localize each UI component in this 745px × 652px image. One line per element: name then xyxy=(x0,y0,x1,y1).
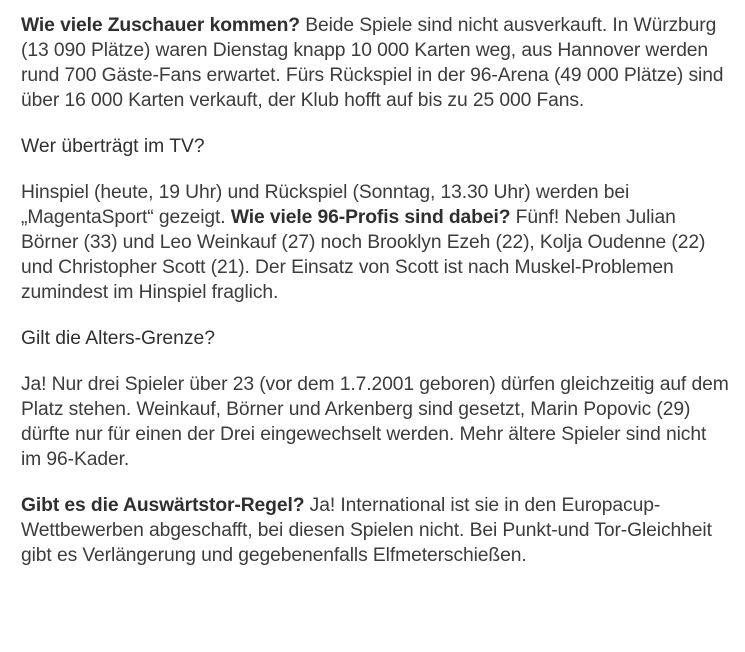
text-tv: Hinspiel (heute, 19 Uhr) und Rückspiel (Sonntag, 13.30 Uhr) werden bei „MagentaSport“ gezeigt. xyxy=(21,182,630,228)
paragraph-age-limit xyxy=(21,372,729,472)
lead-away-goals: Gibt es die Auswärtstor-Regel? xyxy=(21,495,305,516)
lead-spectators: Wie viele Zuschauer kommen? xyxy=(21,15,300,36)
paragraph-tv-profis xyxy=(21,180,729,305)
heading-age-limit: Gilt die Alters-Grenze? xyxy=(21,328,215,349)
text-away-goals: Ja! International ist sie in den Europacup-Wettbewerben abgeschafft, bei diesen Spielen nicht. Bei Punkt-und Tor-Gleichheit gibt es Verlängerung und gegebenenfalls Elfmeterschießen. xyxy=(21,495,712,566)
text-age-limit: Ja! Nur drei Spieler über 23 (vor dem 1.7.2001 geboren) dürfen gleichzeitig auf dem Platz stehen. Weinkauf, Börner und Arkenberg sind gesetzt, Marin Popovic (29) dürfte nur für einen der Drei eingewechselt werden. Mehr ältere Spieler sind nicht im 96-Kader. xyxy=(21,374,729,470)
paragraph-away-goals xyxy=(21,493,729,568)
heading-tv: Wer überträgt im TV? xyxy=(21,136,205,157)
paragraph-spectators xyxy=(21,13,729,113)
lead-profis: Wie viele 96-Profis sind dabei? xyxy=(230,207,511,228)
text-profis: Fünf! Neben Julian Börner (33) und Leo Weinkauf (27) noch Brooklyn Ezeh (22), Kolja Oudenne (22) und Christopher Scott (21). Der Einsatz von Scott ist nach Muskel-Problemen zumindest im Hinspiel fraglich. xyxy=(21,207,706,303)
text-spectators: Beide Spiele sind nicht ausverkauft. In Würzburg (13 090 Plätze) waren Dienstag knapp 10 000 Karten weg, aus Hannover werden rund 700 Gäste-Fans erwartet. Fürs Rückspiel in der 96-Arena (49 000 Plätze) sind über 16 000 Karten verkauft, der Klub hofft auf bis zu 25 000 Fans. xyxy=(21,15,724,111)
